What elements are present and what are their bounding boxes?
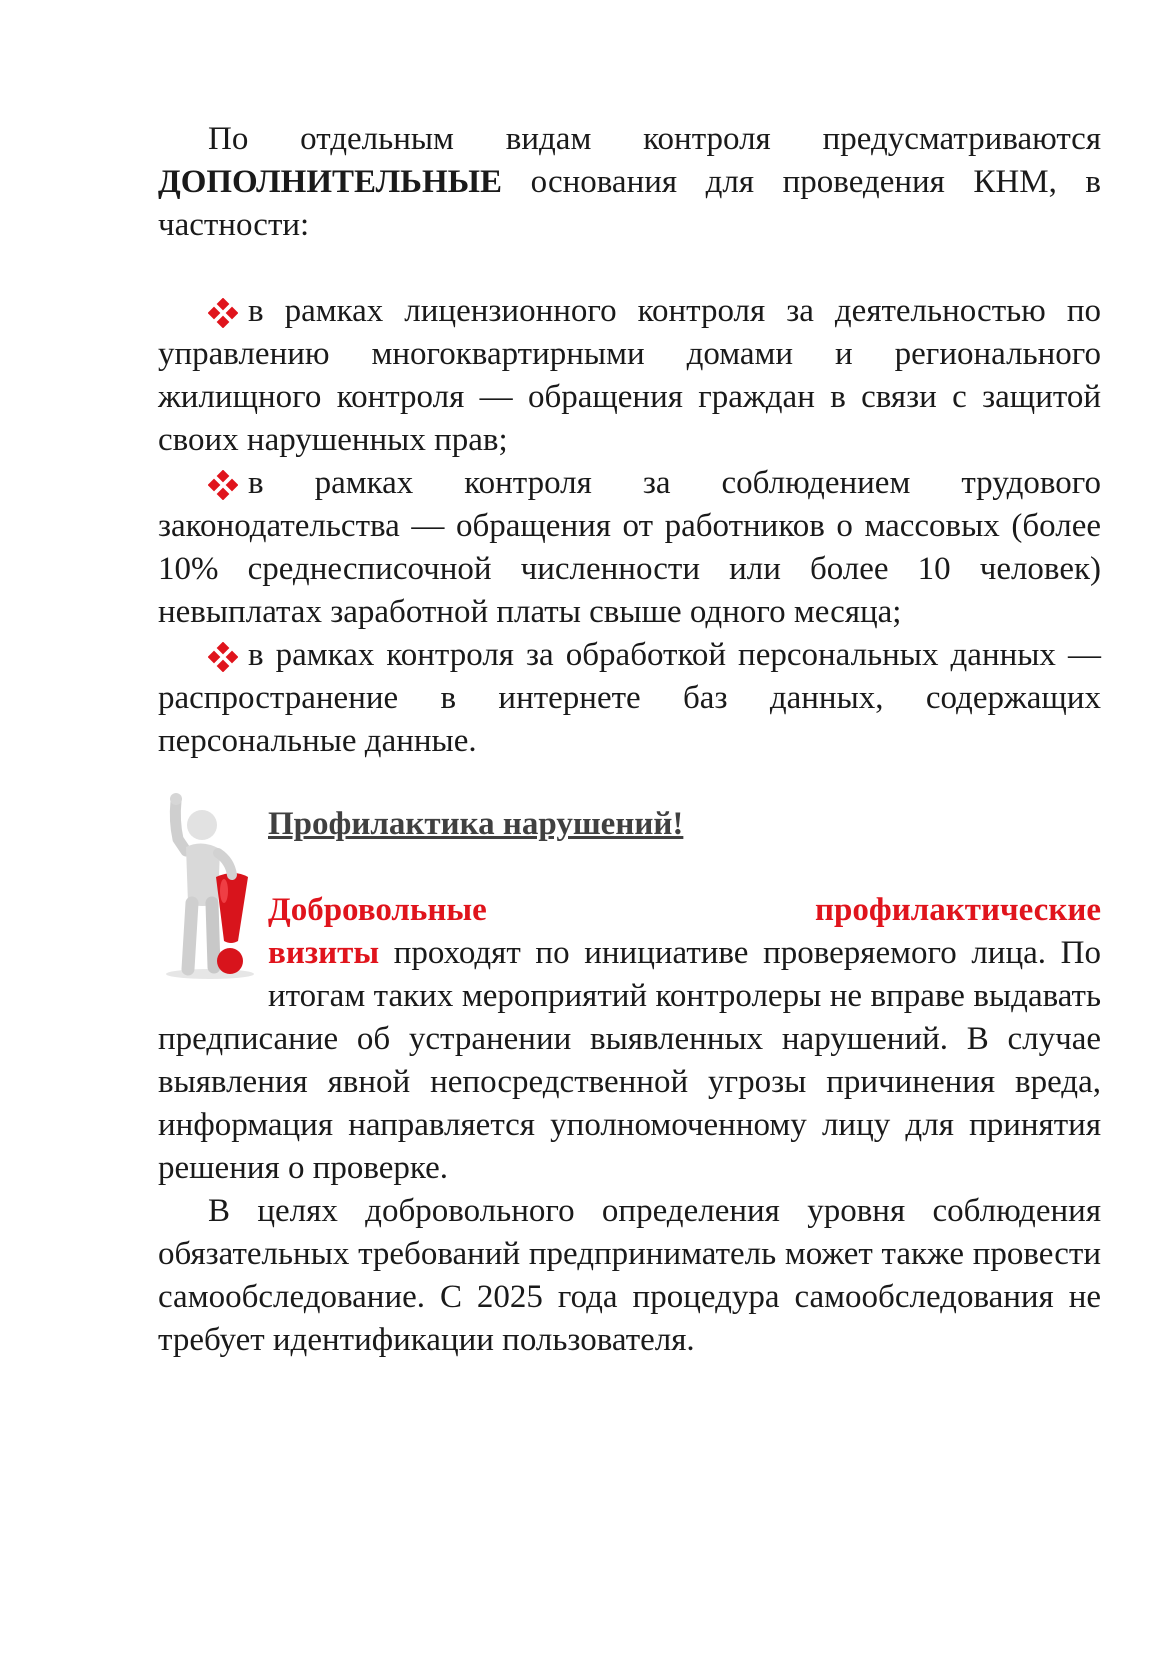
red-word-visits: визиты bbox=[268, 935, 380, 971]
prevention-heading: Профилактика нарушений! bbox=[268, 806, 684, 842]
self-check-paragraph: В целях добровольного определения уровня соблюдения обязательных требований предприниматель может также провести самообследование. С 2025 года процедура самообследования не требует идентификации пользователя. bbox=[158, 1193, 1101, 1358]
bullet-text: в рамках лицензионного контроля за деятельностью по управлению многоквартирными домами и регионального жилищного контроля — обращения граждан в связи с защитой своих нарушенных прав; bbox=[158, 293, 1101, 458]
red-diamond-bullet-icon bbox=[208, 642, 248, 672]
intro-rest: основания для проведения КНМ, в частности: bbox=[158, 164, 1102, 243]
bullet-item-2 bbox=[158, 462, 1101, 634]
intro-paragraph bbox=[158, 118, 1101, 247]
spacer bbox=[158, 247, 1101, 290]
visits-paragraph bbox=[158, 932, 1101, 1190]
intro-lead: По отдельным видам контроля предусматриваются bbox=[208, 121, 1101, 157]
bullet-item-3 bbox=[158, 634, 1101, 763]
man-with-exclamation-icon bbox=[158, 791, 258, 981]
document-page bbox=[158, 118, 1101, 1362]
bullet-text: в рамках контроля за обработкой персональных данных — распространение в интернете баз данных, содержащих персональные данные. bbox=[158, 637, 1101, 759]
visits-text: проходят по инициативе проверяемого лица. По итогам таких мероприятий контролеры не вправе выдавать предписание об устранении выявленных нарушений. В случае выявления явной непосредственной угрозы причинения вреда, информация направляется уполномоченному лицу для принятия решения о проверке. bbox=[158, 935, 1102, 1186]
prevention-section bbox=[158, 803, 1101, 1362]
red-diamond-bullet-icon bbox=[208, 470, 248, 500]
intro-bold-word: ДОПОЛНИТЕЛЬНЫЕ bbox=[158, 164, 503, 200]
bullet-item-1 bbox=[158, 290, 1101, 462]
red-word-preventive: профилактические bbox=[815, 892, 1101, 928]
bullet-text: в рамках контроля за соблюдением трудового законодательства — обращения от работников о массовых (более 10% среднесписочной численности или более 10 человек) невыплатах заработной платы свыше одного месяца; bbox=[158, 465, 1101, 630]
red-diamond-bullet-icon bbox=[208, 298, 248, 328]
spacer bbox=[158, 846, 1101, 889]
red-word-voluntary: Добровольные bbox=[268, 892, 487, 928]
prevention-red-line bbox=[158, 889, 1101, 932]
